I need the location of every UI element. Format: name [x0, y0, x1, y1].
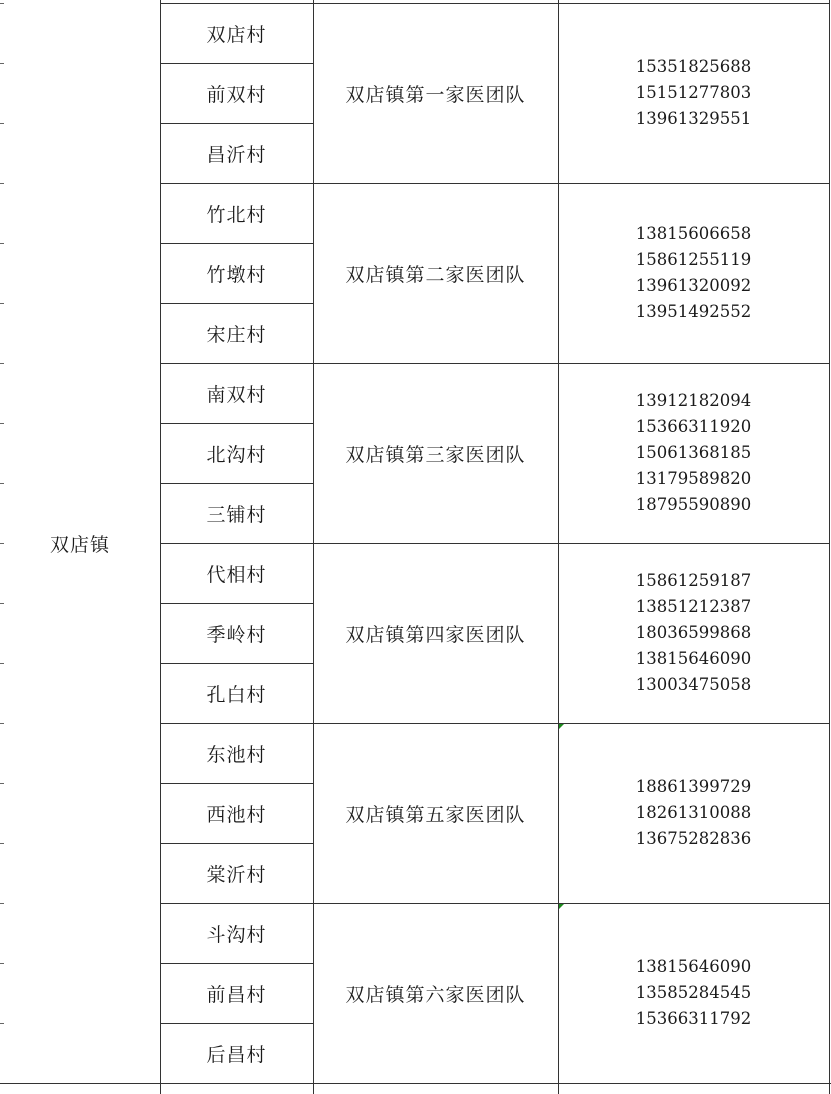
village-cell: 前双村 [206, 83, 267, 106]
grid-hline [160, 903, 829, 904]
village-cell: 南双村 [206, 383, 267, 406]
team-name-cell: 双店镇第六家医团队 [345, 983, 526, 1006]
grid-hline [160, 123, 313, 124]
phone-number: 13815646090 [635, 649, 752, 668]
grid-hline [160, 483, 313, 484]
phone-number: 13585284545 [635, 983, 752, 1002]
phone-number: 18036599868 [635, 623, 752, 642]
grid-edge-tick [0, 963, 4, 964]
grid-hline [160, 963, 313, 964]
village-cell: 棠沂村 [206, 863, 267, 886]
village-cell: 西池村 [206, 803, 267, 826]
phone-number: 18861399729 [635, 777, 752, 796]
village-cell: 北沟村 [206, 443, 267, 466]
grid-edge-tick [0, 603, 4, 604]
grid-hline [160, 63, 313, 64]
grid-edge-tick [0, 183, 4, 184]
village-cell: 季岭村 [206, 623, 267, 646]
village-cell: 竹北村 [206, 203, 267, 226]
grid-hline [160, 183, 829, 184]
phone-number: 18261310088 [635, 803, 752, 822]
village-cell: 孔白村 [206, 683, 267, 706]
grid-edge-tick [0, 843, 4, 844]
grid-hline [160, 663, 313, 664]
grid-edge-tick [0, 363, 4, 364]
grid-hline [0, 1083, 831, 1084]
phone-list [558, 183, 829, 363]
village-cell: 竹墩村 [206, 263, 267, 286]
village-cell: 昌沂村 [206, 143, 267, 166]
grid-edge-tick [0, 423, 4, 424]
grid-hline [160, 783, 313, 784]
town-label: 双店镇 [49, 533, 110, 556]
phone-list [558, 903, 829, 1083]
team-name-cell: 双店镇第一家医团队 [345, 83, 526, 106]
phone-number: 15061368185 [635, 443, 752, 462]
phone-list [558, 543, 829, 723]
team-name-cell: 双店镇第三家医团队 [345, 443, 526, 466]
village-cell: 三铺村 [206, 503, 267, 526]
team-name-cell: 双店镇第二家医团队 [345, 263, 526, 286]
phone-number: 13912182094 [635, 391, 752, 410]
grid-edge-tick [0, 63, 4, 64]
grid-hline [160, 843, 313, 844]
phone-number: 15366311920 [635, 417, 752, 436]
grid-edge-tick [0, 123, 4, 124]
grid-edge-tick [0, 1023, 4, 1024]
phone-number: 15151277803 [635, 83, 752, 102]
phone-number: 13675282836 [635, 829, 752, 848]
grid-edge-tick [0, 903, 4, 904]
town-cell [0, 3, 160, 1083]
village-cell: 东池村 [206, 743, 267, 766]
grid-hline [160, 1023, 313, 1024]
grid-edge-tick [0, 303, 4, 304]
phone-number: 13951492552 [635, 302, 752, 321]
phone-number: 15861255119 [635, 250, 752, 269]
grid-edge-tick [0, 783, 4, 784]
grid-hline [160, 243, 313, 244]
phone-number: 13851212387 [635, 597, 752, 616]
phone-number: 18795590890 [635, 495, 752, 514]
village-cell: 后昌村 [206, 1043, 267, 1066]
grid-hline [160, 723, 829, 724]
grid-edge-tick [0, 543, 4, 544]
phone-number: 13815646090 [635, 957, 752, 976]
grid-edge-tick [0, 483, 4, 484]
grid-hline [160, 423, 313, 424]
village-cell: 宋庄村 [206, 323, 267, 346]
cell-marker-icon [559, 724, 564, 729]
phone-number: 13815606658 [635, 224, 752, 243]
village-cell: 双店村 [206, 23, 267, 46]
village-cell: 斗沟村 [206, 923, 267, 946]
grid-hline [160, 363, 829, 364]
phone-number: 13961329551 [635, 109, 752, 128]
phone-list [558, 723, 829, 903]
grid-edge-tick [0, 243, 4, 244]
phone-number: 13179589820 [635, 469, 752, 488]
grid-edge-tick [0, 723, 4, 724]
grid-edge-tick [0, 3, 4, 4]
phone-list [558, 3, 829, 183]
village-cell: 前昌村 [206, 983, 267, 1006]
team-name-cell: 双店镇第五家医团队 [345, 803, 526, 826]
grid-hline [160, 543, 829, 544]
phone-list [558, 363, 829, 543]
phone-number: 15861259187 [635, 571, 752, 590]
phone-number: 15366311792 [635, 1009, 752, 1028]
team-name-cell: 双店镇第四家医团队 [345, 623, 526, 646]
grid-hline [160, 603, 313, 604]
phone-number: 13003475058 [635, 675, 752, 694]
village-cell: 代相村 [206, 563, 267, 586]
grid-edge-tick [0, 663, 4, 664]
cell-marker-icon [559, 904, 564, 909]
phone-number: 13961320092 [635, 276, 752, 295]
grid-hline [160, 303, 313, 304]
phone-number: 15351825688 [635, 57, 752, 76]
grid-vline [829, 0, 830, 1094]
